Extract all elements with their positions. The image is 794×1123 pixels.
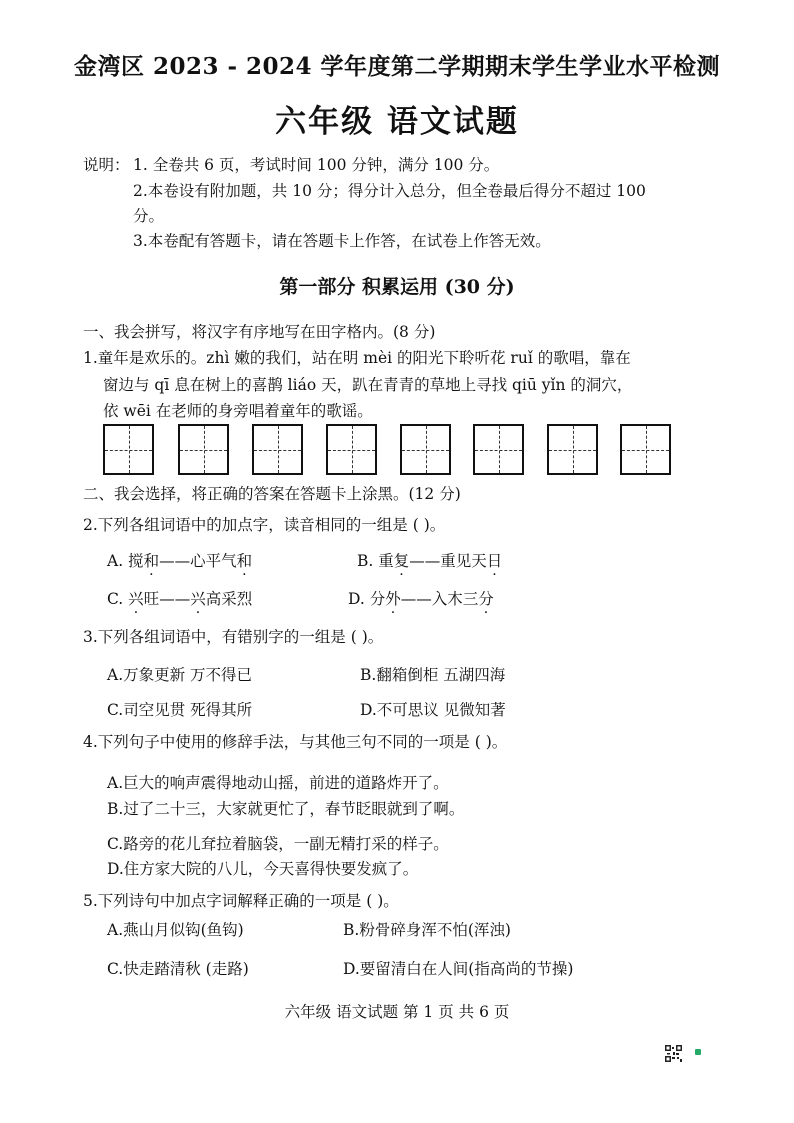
tianzige-box (252, 424, 303, 475)
q2-option-b (357, 551, 502, 571)
q2-stem: 2.下列各组词语中的加点字，读音相同的一组是 ( )。 (83, 516, 446, 534)
q2-d-dotted: 分 (478, 590, 494, 608)
note-line-2: 2.本卷设有附加题，共 10 分；得分计入总分，但全卷最后得分不超过 100 (133, 182, 646, 200)
q2-option-c (107, 589, 252, 609)
q2-b-dotted: 日 (486, 552, 503, 570)
q2-a-dotted: 和 (236, 552, 253, 570)
brand-mark-icon (695, 1049, 701, 1055)
q1-line-3: 依 wēi 在老师的身旁唱着童年的歌谣。 (103, 402, 373, 420)
q2-b-text: ——重见天 (409, 552, 487, 570)
note-line-3: 3.本卷配有答题卡，请在答题卡上作答，在试卷上作答无效。 (133, 232, 551, 250)
q4-option-b: B.过了二十三，大家就更忙了，春节眨眼就到了啊。 (107, 800, 465, 818)
part-heading: 第一部分 积累运用 (30 分) (279, 276, 515, 298)
q2-a-text: ——心平气 (159, 552, 237, 570)
q5-stem: 5.下列诗句中加点字词解释正确的一项是 ( )。 (83, 892, 399, 910)
qr-code-icon (665, 1045, 682, 1062)
q5-option-c: C.快走踏清秋 (走路) (107, 960, 249, 978)
notes-label: 说明： (83, 156, 130, 174)
subject-title: 六年级 语文试题 (275, 104, 519, 140)
q4-option-a: A.巨大的响声震得地动山摇，前进的道路炸开了。 (107, 774, 449, 792)
q3-option-c: C.司空见贯 死得其所 (107, 701, 253, 719)
q4-option-d: D.住方家大院的八儿，今天喜得快要发疯了。 (107, 860, 419, 878)
q3-option-b: B.翻箱倒柜 五湖四海 (360, 666, 506, 684)
page-footer: 六年级 语文试题 第 1 页 共 6 页 (284, 1003, 510, 1021)
tianzige-box (620, 424, 671, 475)
q2-a-text: A. 搅 (107, 552, 144, 570)
q2-option-d (348, 589, 494, 609)
q2-b-dotted: 复 (393, 552, 410, 570)
tianzige-row (103, 424, 673, 480)
q3-option-d: D.不可思议 见微知著 (360, 701, 506, 719)
q3-option-a: A.万象更新 万不得已 (107, 666, 253, 684)
q2-c-text: C. (107, 590, 129, 608)
q2-c-text: 旺—— (143, 590, 191, 608)
tianzige-box (178, 424, 229, 475)
q1-line-2: 窗边与 qī 息在树上的喜鹊 liáo 天，趴在青青的草地上寻找 qiū yǐn 的洞穴， (103, 376, 633, 394)
tianzige-box (400, 424, 451, 475)
tianzige-box (326, 424, 377, 475)
q2-d-dotted: 外 (385, 590, 401, 608)
q3-stem: 3.下列各组词语中，有错别字的一组是 ( )。 (83, 628, 384, 646)
q1-line-1: 1.童年是欢乐的。zhì 嫩的我们，站在明 mèi 的阳光下聆听花 ruǐ 的歌唱，靠在 (83, 349, 631, 367)
exam-title: 金湾区 2023 - 2024 学年度第二学期期末学生学业水平检测 (73, 53, 721, 80)
tianzige-box (547, 424, 598, 475)
q2-c-dotted: 兴 (190, 590, 206, 608)
q4-stem: 4.下列句子中使用的修辞手法，与其他三句不同的一项是 ( )。 (83, 733, 508, 751)
q5-option-b: B.粉骨碎身浑不怕(浑浊) (343, 921, 511, 939)
q4-option-c: C.路旁的花儿耷拉着脑袋，一副无精打采的样子。 (107, 835, 449, 853)
q2-c-dotted: 兴 (128, 590, 144, 608)
note-line-2-cont: 分。 (133, 207, 165, 225)
q2-option-a (107, 551, 252, 571)
q2-c-text: 高采烈 (205, 590, 253, 608)
q2-a-dotted: 和 (143, 552, 160, 570)
q5-option-a: A.燕山月似钩(鱼钩) (107, 921, 244, 939)
q2-b-text: B. 重 (357, 552, 394, 570)
q2-d-text: ——入木三 (400, 590, 479, 608)
tianzige-box (473, 424, 524, 475)
q5-option-d: D.要留清白在人间(指高尚的节操) (343, 960, 574, 978)
section1-heading: 一、我会拼写，将汉字有序地写在田字格内。(8 分) (83, 323, 436, 341)
section2-heading: 二、我会选择，将正确的答案在答题卡上涂黑。(12 分) (83, 485, 461, 503)
q2-d-text: D. 分 (348, 590, 386, 608)
note-line-1: 1. 全卷共 6 页，考试时间 100 分钟，满分 100 分。 (133, 156, 500, 174)
tianzige-box (103, 424, 154, 475)
